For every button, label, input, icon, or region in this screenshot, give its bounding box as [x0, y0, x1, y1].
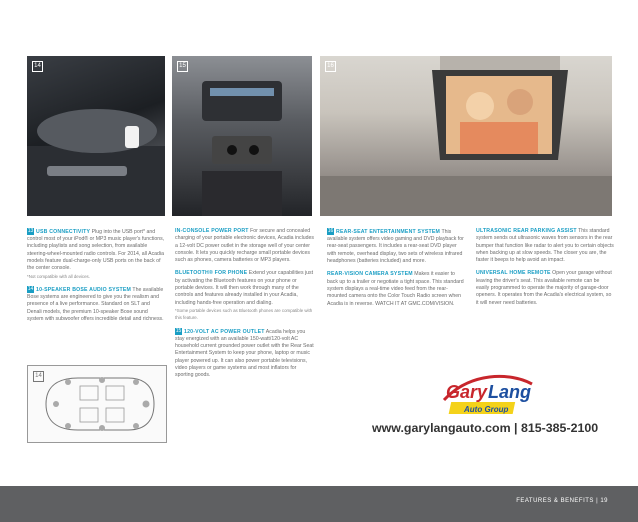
bose-heading: 10-SPEAKER BOSE AUDIO SYSTEM [36, 286, 132, 293]
parking-body: This standard system sends out ultrasonic waves from sensors in the rear bumper that function like radar to alert you to certain objects when backing up at slow speeds. The closer you are, the faster it beeps to help avoid an impact. [476, 228, 614, 264]
photo-number: 16 [325, 61, 336, 72]
bose-number-badge: 14 [27, 285, 34, 292]
ac-outlet-paragraph [175, 328, 315, 380]
camera-heading: REAR-VISION CAMERA SYSTEM [327, 271, 413, 278]
column-power [175, 228, 315, 386]
column-entertainment [327, 228, 467, 314]
home-remote-body: Open your garage without leaving the driver's seat. This available remote can be easily programmed to operate the majority of garage-door openers. It operates from the Acadia's electrical system, so it will never need batteries. [476, 270, 612, 306]
camera-paragraph [327, 271, 467, 307]
diagram-number: 14 [33, 371, 44, 382]
console-photo-illustration [172, 56, 312, 216]
usb-photo [27, 56, 165, 216]
logo-gary: Gary [446, 382, 488, 402]
dvd-screen-illustration [320, 56, 612, 216]
usb-photo-illustration [27, 56, 165, 216]
rse-body: This available system offers video gaming and DVD playback for rear-seat passengers. It includes a rear-seat DVD player with remote, overhead display, two sets of wireless infrared headphones (batteries included) and more. [327, 228, 464, 265]
rear-entertainment-photo [320, 56, 612, 216]
camera-body: Makes it easier to back up to a trailer or negotiate a tight space. This standard system displays a real-time video feed from the rear-mounted camera onto the Color Touch Radio screen when Acadia is in reverse. WATCH IT AT GMC.COM/VISION. [327, 271, 464, 307]
rse-number-badge: 16 [327, 228, 334, 234]
website-phone[interactable]: www.garylangauto.com | 815-385-2100 [372, 421, 599, 435]
bluetooth-paragraph [175, 270, 315, 321]
car-topview-icon [28, 366, 166, 442]
home-remote-paragraph [476, 270, 614, 306]
usb-paragraph [27, 228, 165, 280]
home-remote-heading: UNIVERSAL HOME REMOTE [476, 270, 551, 277]
bose-body: The available Bose systems are engineered to give you the realism and presence of a live performance. Standard on SLT and Denali models, the premium 10-speaker Bose sound system with subwoofer offers incredible detail and richness. [27, 286, 164, 323]
logo-lang: Lang [488, 382, 531, 402]
usb-heading: USB CONNECTIVITY [36, 228, 91, 235]
column-parking [476, 228, 614, 313]
bluetooth-footnote: *Some portable devices such as Bluetooth phones are compatible with this feature. [175, 307, 313, 321]
bluetooth-body: Extend your capabilities just by activating the Bluetooth features on your phone or portable devices. It will then work through many of the controls and features already installed in your Acadia, including hands-free operation and dialing. [175, 270, 314, 306]
parking-paragraph [476, 228, 614, 264]
logo-icon [440, 370, 536, 418]
power-port-body: For secure and concealed charging of your portable electronic devices, Acadia includes a 12-volt DC power outlet in the storage well of your center console. It lets you quickly recharge small portable devices such as phones, camera batteries or MP3 players. [175, 228, 314, 264]
footer-strip [0, 486, 638, 522]
usb-number-badge: 13 [27, 228, 34, 234]
column-usb-bose [27, 228, 165, 329]
ac-outlet-body: Acadia helps you stay energized with an available 150-watt/120-volt AC household current grounded power outlet with the Rear Seat Entertainment System to keep your phone, laptop or music player powered up. It can also power portable televisions, video players or game systems and most inflators for sporting goods. [175, 328, 314, 379]
photo-number: 15 [177, 61, 188, 72]
ac-outlet-heading: 120-VOLT AC POWER OUTLET [184, 328, 265, 335]
power-port-photo [172, 56, 312, 216]
usb-footnote: *Not compatible with all devices. [27, 273, 90, 279]
bose-paragraph [27, 286, 165, 323]
logo-auto-group: Auto Group [464, 405, 509, 414]
rse-heading: REAR-SEAT ENTERTAINMENT SYSTEM [336, 228, 441, 235]
gary-lang-logo [440, 370, 536, 418]
speaker-diagram [27, 365, 167, 443]
bluetooth-heading: BLUETOOTH® FOR PHONE [175, 270, 248, 277]
power-port-heading: IN-CONSOLE POWER PORT [175, 228, 249, 234]
usb-body: Plug into the USB port* and control most of your iPod® or MP3 music player's functions, including playlists and song selection, from available steering-wheel-mounted radio controls. For 2014, all Acadia models feature dual-charge-only USB ports on the back of the center console. [27, 228, 165, 272]
page-footer: FEATURES & BENEFITS | 19 [516, 498, 608, 504]
ac-number-badge: 15 [175, 327, 182, 334]
power-port-paragraph [175, 228, 315, 264]
photo-number: 14 [32, 61, 43, 72]
rse-paragraph [327, 228, 467, 265]
parking-heading: ULTRASONIC REAR PARKING ASSIST [476, 228, 577, 234]
